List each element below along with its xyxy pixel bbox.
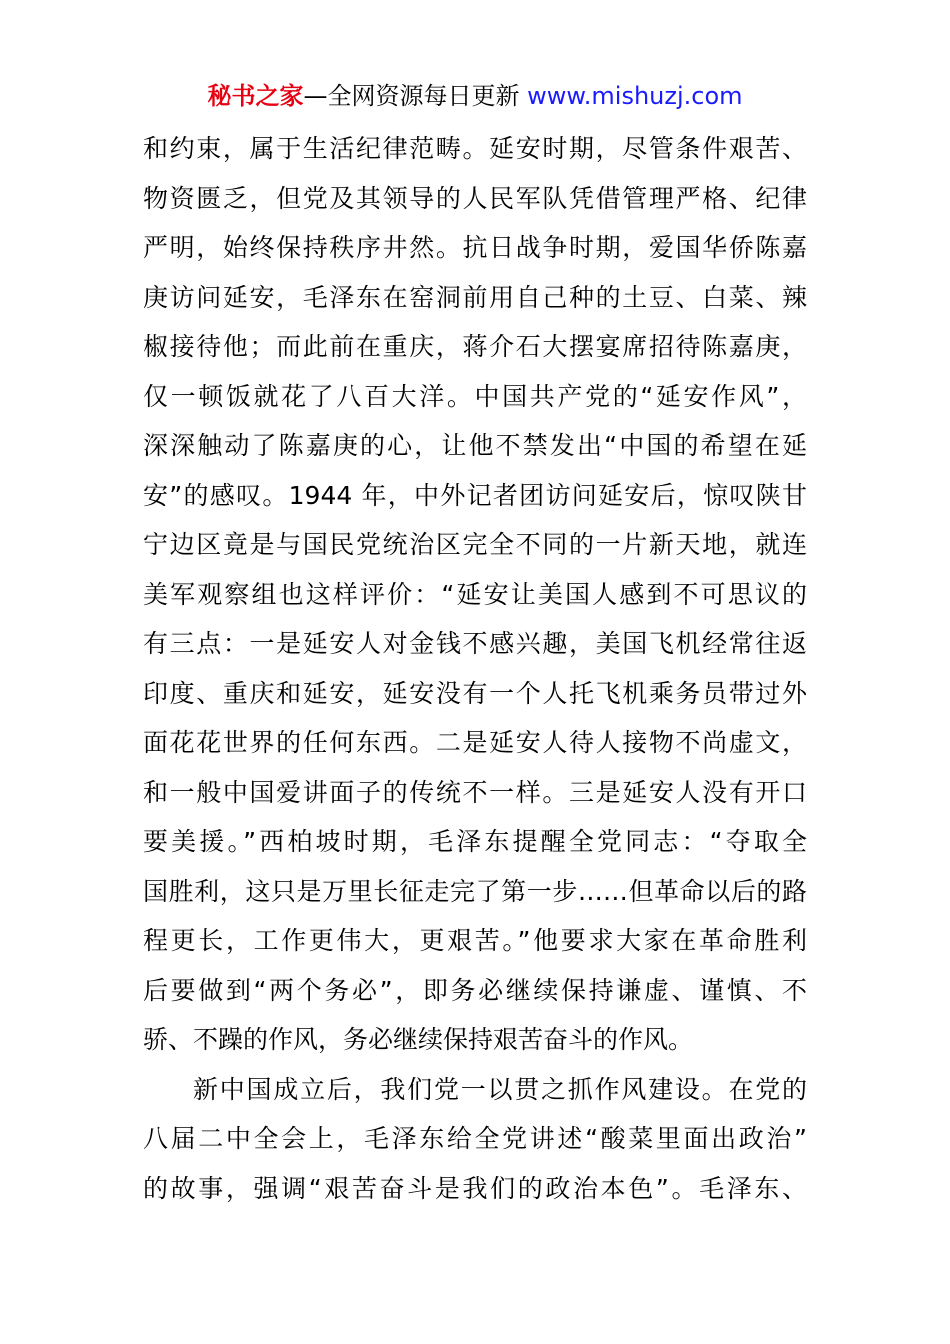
text-line: 后要做到“两个务必”，即务必继续保持谦虚、谨慎、不	[143, 975, 807, 1005]
paragraph-end-line: 骄、不躁的作风，务必继续保持艰苦奋斗的作风。	[143, 1025, 694, 1054]
text-line: 严明，始终保持秩序井然。抗日战争时期，爱国华侨陈嘉	[143, 233, 807, 262]
text-line: 椒接待他；而此前在重庆，蒋介石大摆宴席招待陈嘉庚，	[143, 332, 807, 361]
text-line: 国胜利，这只是万里长征走完了第一步……但革命以后的路	[143, 876, 807, 906]
text-line: 安”的感叹。1944 年，中外记者团访问延安后，惊叹陕甘	[143, 480, 807, 510]
text-line: 和约束，属于生活纪律范畴。延安时期，尽管条件艰苦、	[143, 134, 807, 163]
header-tagline: —全网资源每日更新	[303, 82, 528, 110]
text-line: 和一般中国爱讲面子的传统不一样。三是延安人没有开口	[143, 777, 807, 807]
text-line: 有三点：一是延安人对金钱不感兴趣，美国飞机经常往返	[143, 629, 807, 658]
paragraph-start-line: 新中国成立后，我们党一以贯之抓作风建设。在党的	[193, 1074, 807, 1104]
text-line: 宁边区竟是与国民党统治区完全不同的一片新天地，就连	[143, 530, 807, 559]
text-line: 美军观察组也这样评价：“延安让美国人感到不可思议的	[143, 579, 807, 609]
text-line: 仅一顿饭就花了八百大洋。中国共产党的“延安作风”，	[143, 381, 807, 411]
text-line: 深深触动了陈嘉庚的心，让他不禁发出“中国的希望在延	[143, 431, 807, 460]
brand-name: 秘书之家	[207, 82, 304, 110]
text-line: 物资匮乏，但党及其领导的人民军队凭借管理严格、纪律	[143, 183, 807, 213]
text-line: 庚访问延安，毛泽东在窑洞前用自己种的土豆、白菜、辣	[143, 282, 807, 312]
document-body	[143, 124, 807, 1213]
text-line: 八届二中全会上，毛泽东给全党讲述“酸菜里面出政治”	[143, 1124, 807, 1153]
text-line: 面花花世界的任何东西。二是延安人待人接物不尚虚文，	[143, 728, 807, 757]
text-line: 要美援。”西柏坡时期，毛泽东提醒全党同志：“夺取全	[143, 827, 807, 856]
text-line: 的故事，强调“艰苦奋斗是我们的政治本色”。毛泽东、	[143, 1173, 807, 1203]
text-line: 印度、重庆和延安，延安没有一个人托飞机乘务员带过外	[143, 678, 807, 708]
site-url-link[interactable]: www.mishuzj.com	[527, 82, 743, 110]
text-line: 程更长，工作更伟大，更艰苦。”他要求大家在革命胜利	[143, 926, 807, 955]
site-header	[0, 80, 950, 112]
